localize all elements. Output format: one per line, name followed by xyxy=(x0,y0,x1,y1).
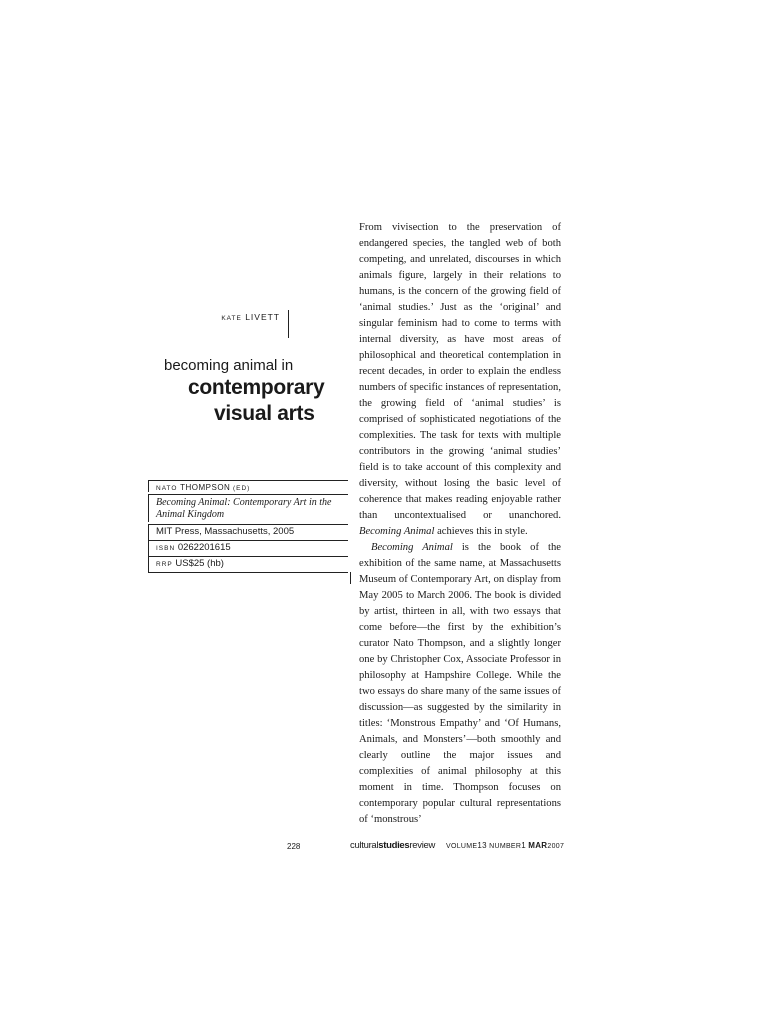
book-title-line-1: Becoming Animal: Contemporary Art in the xyxy=(156,497,332,508)
journal-name xyxy=(350,840,435,851)
body-p1-text: From vivisection to the preservation of endangered species, the tangled web of both competing, and unrelated, discourses in which animals figure, largely in their relations to humans, is the concern of the growing field of ‘animal studies.’ Just as the ‘original’ and singular feminism had to come to terms with internal diversity, as have most areas of philosophical and theoretical contemplation in recent decades, in order to explain the endless numbers of specific instances of representation, the growing field of ‘animal studies’ is comprised of sophisticated negotiations of the complexities. The task for texts with multiple contributors in the growing ‘animal studies’ field is to take account of this complexity and diversity, without losing the basic level of coherence that makes reading enjoyable rather than uncontextualised or unanchored. xyxy=(359,222,561,521)
editor-role: (ED) xyxy=(232,485,251,492)
rrp-value: US$25 (hb) xyxy=(175,558,224,569)
rrp-label: RRP xyxy=(156,561,173,568)
editor-last-name: THOMPSON xyxy=(180,483,231,492)
info-rule-top xyxy=(148,480,348,481)
review-title-line-1: becoming animal in xyxy=(164,357,294,374)
isbn-label: ISBN xyxy=(156,545,176,552)
isbn-value: 0262201615 xyxy=(177,542,231,553)
journal-name-b: studies xyxy=(378,840,410,851)
author-last-name: LIVETT xyxy=(245,312,280,322)
journal-name-a: cultural xyxy=(350,840,379,851)
page-number: 228 xyxy=(287,842,301,851)
issue-year: 2007 xyxy=(547,843,565,850)
info-vrule xyxy=(148,540,149,556)
info-vrule xyxy=(148,524,149,540)
info-end-tick xyxy=(350,572,351,584)
info-vrule xyxy=(148,480,149,492)
volume-number: 13 xyxy=(477,841,487,850)
volume-info xyxy=(446,841,564,850)
volume-label: VOLUME xyxy=(446,843,478,850)
book-title xyxy=(156,497,342,521)
review-body xyxy=(359,220,561,828)
body-p2-italic: Becoming Animal xyxy=(371,542,453,553)
book-isbn xyxy=(156,542,342,555)
info-rule-bottom xyxy=(148,572,348,573)
body-p2-text: is the book of the exhibition of the same name, at Massachusetts Museum of Contemporary Art, on display from May 2005 to March 2006. The book is divided by artist, thirteen in all, with two essays that come before—the first by the exhibition’s curator Nato Thompson, and a slightly longer one by Christopher Cox, Associate Professor in philosophy at Hampshire College. While the two essays do share many of the same issues of discussion—as suggested by the similarity in titles: ‘Monstrous Empathy’ and ‘Of Humans, Animals, and Monsters’—both smoothly and clearly outline the major issues and complexities of animal philosophy at this moment in time. Thompson focuses on contemporary popular cultural representations of ‘monstrous’ xyxy=(359,542,561,825)
editor-first-name: NATO xyxy=(156,485,178,492)
book-rrp xyxy=(156,558,342,571)
info-rule-isbn xyxy=(148,540,348,541)
info-rule-title xyxy=(148,494,348,495)
body-p1-italic: Becoming Animal xyxy=(359,526,435,537)
book-publisher: MIT Press, Massachusetts, 2005 xyxy=(156,526,295,537)
body-p1-end: achieves this in style. xyxy=(437,526,528,537)
review-author xyxy=(200,312,280,322)
number-label: NUMBER xyxy=(489,843,522,850)
body-paragraph-2 xyxy=(359,540,561,828)
review-title-line-3: visual arts xyxy=(214,402,315,425)
info-vrule xyxy=(148,494,149,522)
author-first-name: KATE xyxy=(221,315,242,322)
journal-name-c: review xyxy=(409,840,436,851)
info-rule-publisher xyxy=(148,524,348,525)
info-vrule xyxy=(148,556,149,572)
book-title-line-2: Animal Kingdom xyxy=(156,509,225,520)
issue-number: 1 xyxy=(521,841,527,850)
author-rule xyxy=(288,310,289,338)
info-rule-rrp xyxy=(148,556,348,557)
issue-month: MAR xyxy=(528,841,548,850)
review-title-line-2: contemporary xyxy=(188,376,325,399)
body-paragraph-1 xyxy=(359,220,561,540)
